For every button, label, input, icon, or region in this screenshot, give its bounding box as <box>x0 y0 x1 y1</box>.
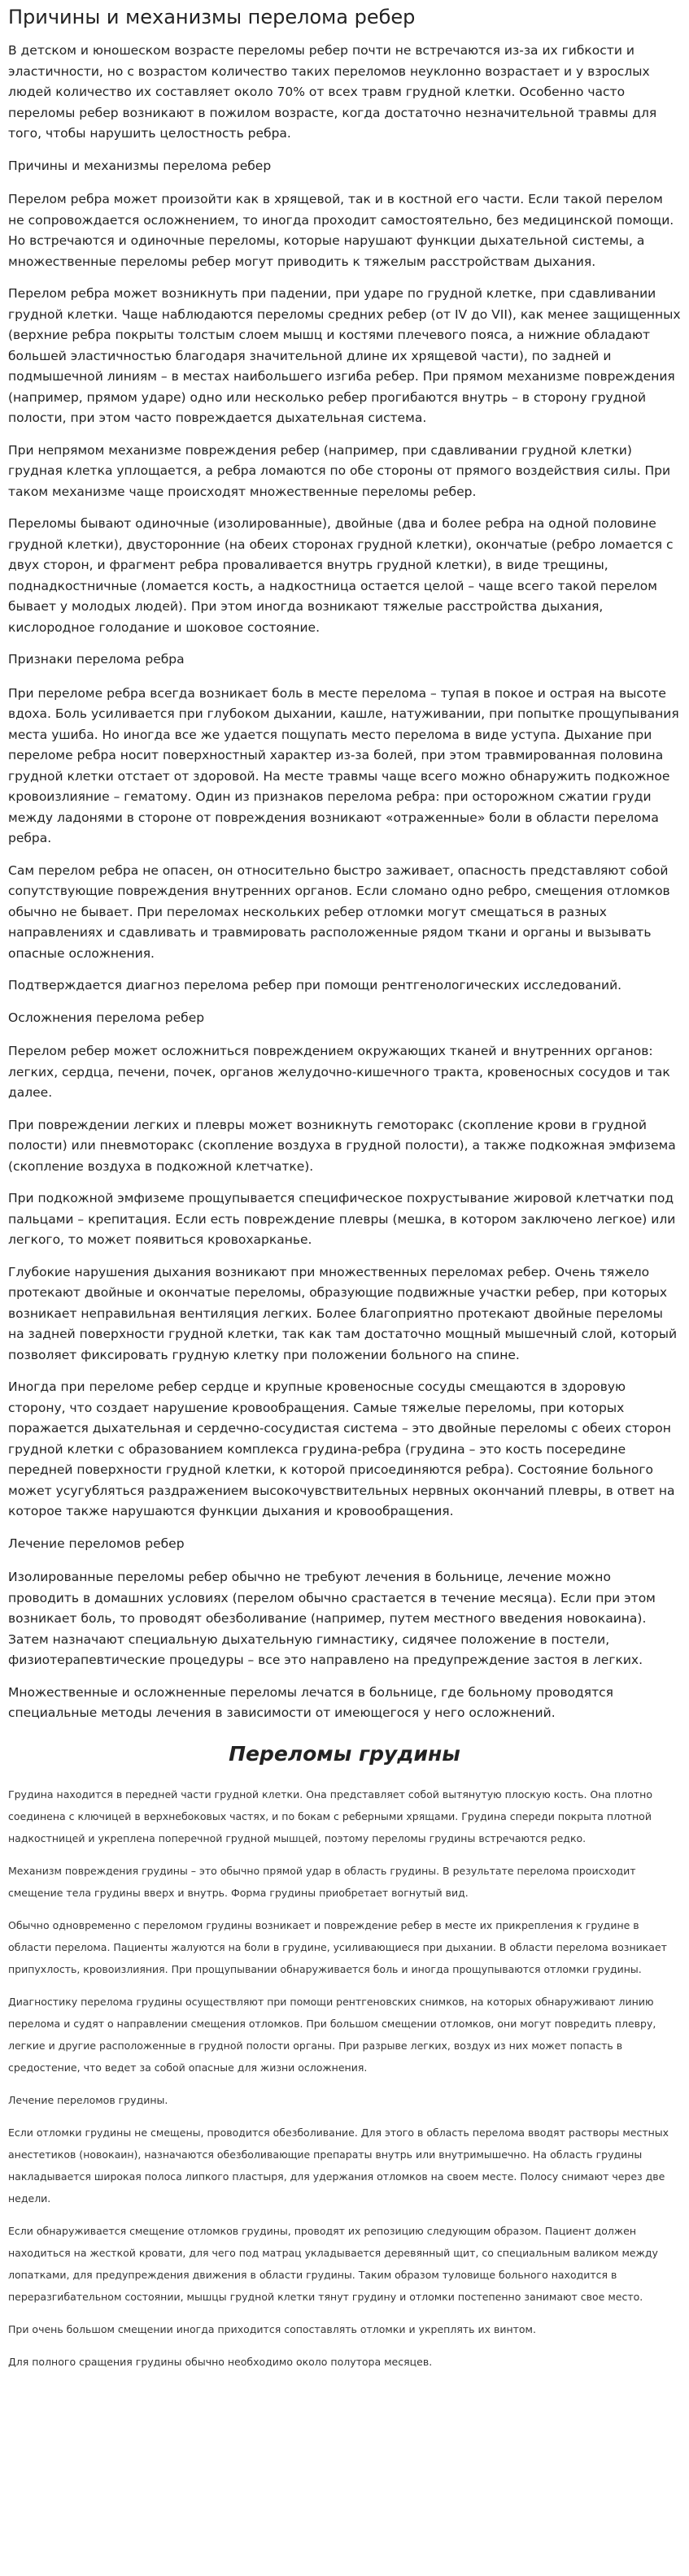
page-title: Причины и механизмы перелома ребер <box>8 6 416 28</box>
paragraph: При переломе ребра всегда возникает боль в месте перелома – тупая в покое и острая на высоте вдоха. Боль усиливается при глубоком дыхании, кашле, натуживании, при попытке прощупывания места ушиба. Но иногда все же удается пощупать место перелома в виде уступа. Дыхание при переломе ребра носит поверхностный характер из-за болей, при этом травмированная половина грудной клетки отстает от здоровой. На месте травмы чаще всего можно обнаружить подкожное кровоизлияние – гематому. Один из признаков перелома ребра: при осторожном сжатии груди между ладонями в стороне от повреждения возникают «отраженные» боли в области перелома ребра. <box>8 685 679 845</box>
paragraph: Подтверждается диагноз перелома ребер при помощи рентгенологических исследований. <box>8 978 622 993</box>
subheading: Признаки перелома ребра <box>8 652 185 667</box>
paragraph: При повреждении легких и плевры может возникнуть гемоторакс (скопление крови в грудной полости) или пневмоторакс (скопление воздуха в грудной полости), а также подкожная эмфизема (скопление воздуха в подкожной клетчатке). <box>8 1117 676 1174</box>
paragraph: Если отломки грудины не смещены, проводится обезболивание. Для этого в область перелома вводят растворы местных анестетиков (новокаин), назначаются обезболивающие препараты внутрь или внутримышечно. На область грудины накладывается широкая полоса липкого пластыря, для удержания отломков на своем месте. Полосу снимают через две недели. <box>8 2126 669 2205</box>
subheading: Лечение переломов ребер <box>8 1536 185 1551</box>
paragraph: При непрямом механизме повреждения ребер (например, при сдавливании грудной клетки) грудная клетка уплощается, а ребра ломаются по обе стороны от прямого воздействия силы. При таком механизме чаще происходят множественные переломы ребер. <box>8 442 671 499</box>
paragraph: Переломы бывают одиночные (изолированные), двойные (два и более ребра на одной половине грудной клетки), двусторонние (на обеих сторонах грудной клетки), окончатые (ребро ломается с двух сторон, и фрагмент ребра проваливается внутрь грудной клетки), в виде трещины, поднадкостничные (ломается кость, а надкостница остается целой – чаще всего такой перелом бывает у молодых людей). При этом иногда возникают тяжелые расстройства дыхания, кислородное голодание и шоковое состояние. <box>8 516 674 635</box>
paragraph: При подкожной эмфиземе прощупывается специфическое похрустывание жировой клетчатки под пальцами – крепитация. Если есть повреждение плевры (мешка, в котором заключено легкое) или легкого, то может появиться кровохарканье. <box>8 1191 676 1247</box>
paragraph: Для полного сращения грудины обычно необходимо около полутора месяцев. <box>8 2355 433 2368</box>
paragraph: Сам перелом ребра не опасен, он относительно быстро заживает, опасность представляют собой сопутствующие повреждения внутренних органов. Если сломано одно ребро, смещения отломков обычно не бывает. При переломах нескольких ребер отломки могут смещаться в разных направлениях и сдавливать и травмировать расположенные рядом ткани и органы и вызывать опасные осложнения. <box>8 862 670 961</box>
subheading: Осложнения перелома ребер <box>8 1010 205 1025</box>
paragraph: Иногда при переломе ребер сердце и крупные кровеносные сосуды смещаются в здоровую сторону, что создает нарушение кровообращения. Самые тяжелые переломы, при которых поражается дыхательная и сердечно-сосудистая система – это двойные переломы с обеих сторон грудной клетки с образованием комплекса грудина-ребра (грудина – это кость посередине передней поверхности грудной клетки, к которой присоединяются ребра). Состояние больного может усугубляться раздражением высокочувствительных нервных окончаний плевры, в ответ на которое также нарушаются функции дыхания и кровообращения. <box>8 1379 675 1518</box>
paragraph: Перелом ребра может возникнуть при падении, при ударе по грудной клетке, при сдавливании грудной клетки. Чаще наблюдаются переломы средних ребер (от IV до VII), как менее защищенных (верхние ребра покрыты толстым слоем мышц и костями плечевого пояса, а нижние обладают большей эластичностью благодаря значительной длине их хрящевой части), по задней и подмышечной линиям – в местах наибольшего изгиба ребер. При прямом механизме повреждения (например, прямом ударе) одно или несколько ребер прогибаются внутрь – в сторону грудной полости, при этом часто повреждается дыхательная система. <box>8 286 681 425</box>
subheading: Лечение переломов грудины. <box>8 2093 168 2106</box>
paragraph: Изолированные переломы ребер обычно не требуют лечения в больнице, лечение можно проводить в домашних условиях (перелом обычно срастается в течение месяца). Если при этом возникает боль, то проводят обезболивание (например, путем местного введения новокаина). Затем назначают специальную дыхательную гимнастику, сидячее положение в постели, физиотерапевтические процедуры – все это направлено на предупреждение застоя в легких. <box>8 1570 656 1667</box>
paragraph: Грудина находится в передней части грудной клетки. Она представляет собой вытянутую плоскую кость. Она плотно соединена с ключицей в верхнебоковых частях, и по бокам с реберными хрящами. Грудина спереди покрыта плотной надкостницей и укреплена поперечной грудной мышцей, поэтому переломы грудины встречаются редко. <box>8 1788 652 1844</box>
paragraph: При очень большом смещении иногда приходится сопоставлять отломки и укреплять их винтом. <box>8 2322 536 2335</box>
paragraph: Обычно одновременно с переломом грудины возникает и повреждение ребер в месте их прикрепления к грудине в области перелома. Пациенты жалуются на боли в грудине, усиливающиеся при дыхании. В области перелома возникает припухлость, кровоизлияния. При прощупывании обнаруживается боль и иногда прощупываются отломки грудины. <box>8 1918 667 1975</box>
paragraph: В детском и юношеском возрасте переломы ребер почти не встречаются из-за их гибкости и эластичности, но с возрастом количество таких переломов неуклонно возрастает и у взрослых людей количество их составляет около 70% от всех травм грудной клетки. Особенно часто переломы ребер возникают в пожилом возрасте, когда достаточно незначительной травмы для того, чтобы нарушить целостность ребра. <box>8 43 657 141</box>
section-rib-fractures <box>8 41 681 1724</box>
paragraph: Перелом ребер может осложниться повреждением окружающих тканей и внутренних органов: легких, сердца, печени, почек, органов желудочно-кишечного тракта, кровеносных сосудов и так далее. <box>8 1044 670 1100</box>
paragraph: Перелом ребра может произойти как в хрящевой, так и в костной его части. Если такой перелом не сопровождается осложнением, то иногда проходит самостоятельно, без медицинской помощи. Но встречаются и одиночные переломы, которые нарушают функции дыхательной системы, а множественные переломы ребер могут приводить к тяжелым расстройствам дыхания. <box>8 192 674 269</box>
section-title-sternum: Переломы грудины <box>229 1741 460 1766</box>
section-sternum-fractures <box>8 1783 681 2373</box>
paragraph: Множественные и осложненные переломы лечатся в больнице, где больному проводятся специальные методы лечения в зависимости от имеющегося у него осложнений. <box>8 1684 613 1720</box>
paragraph: Диагностику перелома грудины осуществляют при помощи рентгеновских снимков, на которых обнаруживают линию перелома и судят о направлении смещения отломков. При большом смещении отломков, они могут повредить плевру, легкие и другие расположенные в грудной полости органы. При разрыве легких, воздух из них может попасть в средостение, что ведет за собой опасные для жизни осложнения. <box>8 1995 656 2074</box>
subheading: Причины и механизмы перелома ребер <box>8 158 272 173</box>
paragraph: Глубокие нарушения дыхания возникают при множественных переломах ребер. Очень тяжело протекают двойные и окончатые переломы, образующие подвижные участки ребер, при которых возникает неправильная вентиляция легких. Более благоприятно протекают двойные переломы на задней поверхности грудной клетки, так как там достаточно мощный мышечный слой, который позволяет фиксировать грудную клетку при положении больного на спине. <box>8 1264 678 1362</box>
paragraph: Если обнаруживается смещение отломков грудины, проводят их репозицию следующим образом. Пациент должен находиться на жесткой кровати, для чего под матрац укладывается деревянный щит, со специальным валиком между лопатками, для предупреждения движения в области грудины. Таким образом туловище больного находится в переразгибательном состоянии, мышцы грудной клетки тянут грудину и отломки постепенно занимают свое место. <box>8 2224 658 2303</box>
paragraph: Механизм повреждения грудины – это обычно прямой удар в область грудины. В результате перелома происходит смещение тела грудины вверх и внутрь. Форма грудины приобретает вогнутый вид. <box>8 1864 636 1899</box>
